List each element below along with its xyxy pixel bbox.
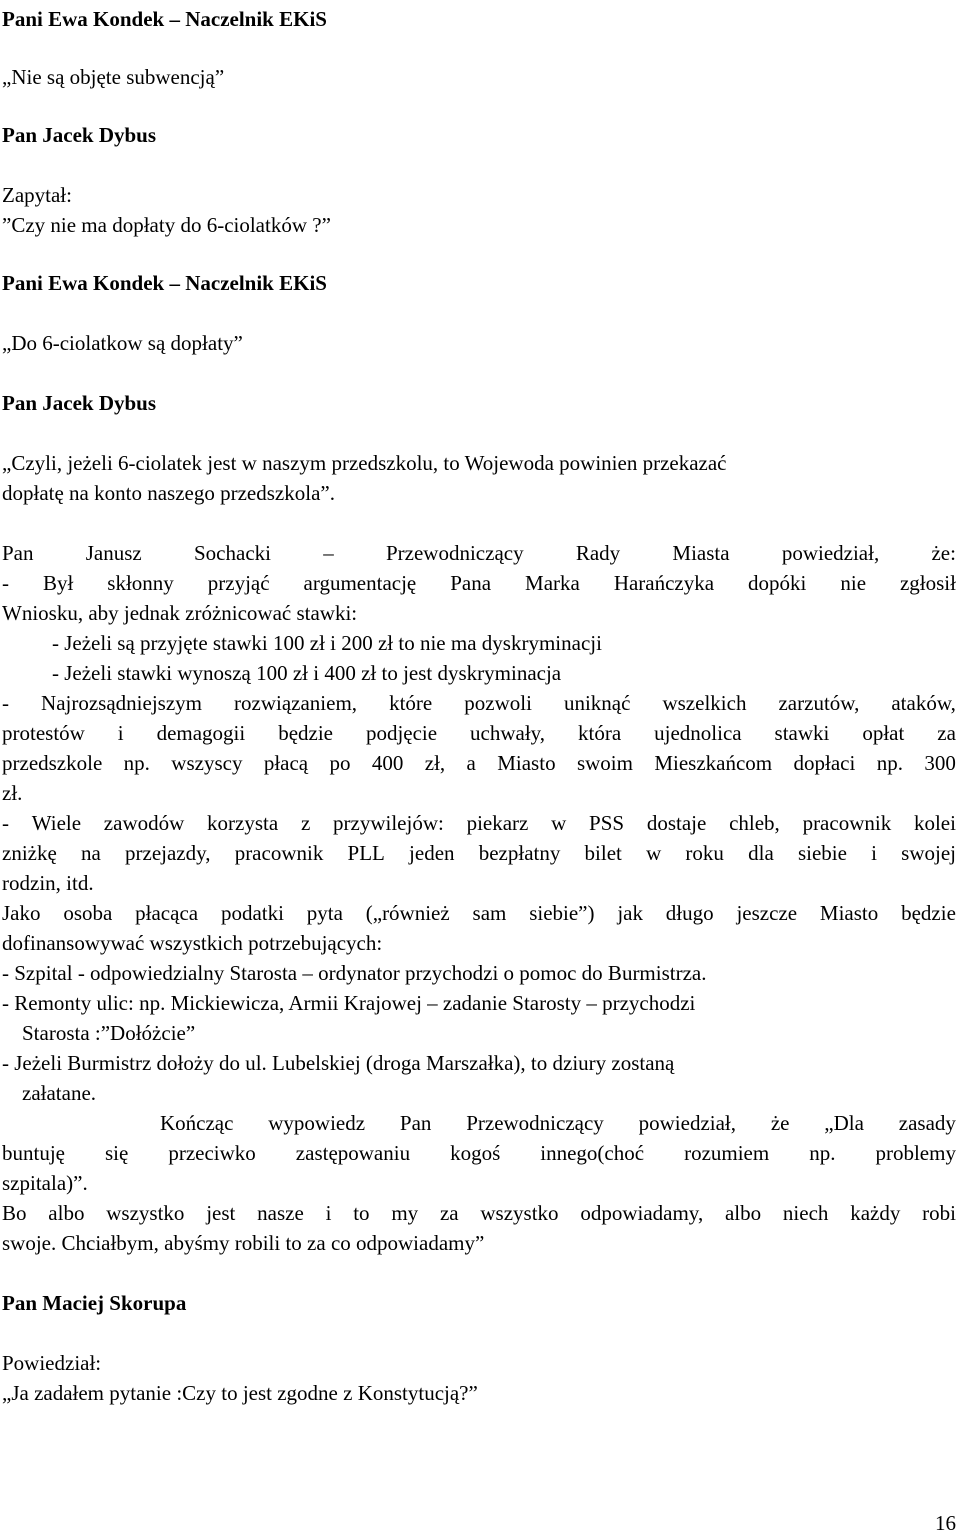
word: które xyxy=(389,691,433,715)
page-number: 16 xyxy=(935,1511,956,1535)
word: i xyxy=(117,721,124,745)
word: kolei xyxy=(913,811,956,835)
word: Pan xyxy=(399,1111,432,1135)
word: niech xyxy=(782,1201,829,1225)
word: Miasta xyxy=(672,541,730,565)
word: jeden xyxy=(409,841,455,865)
word: Najrozsądniejszym xyxy=(41,691,202,715)
paragraph-line xyxy=(2,568,956,598)
word: zgłosił xyxy=(899,571,956,595)
word: Rady xyxy=(575,541,621,565)
word: zarzutów, xyxy=(778,691,860,715)
list-item: - Jeżeli stawki wynoszą 100 zł i 400 zł to jest dyskryminacja xyxy=(52,661,562,685)
word: „Dla xyxy=(824,1111,864,1135)
word: Miasto xyxy=(819,901,879,925)
word: ujednolica xyxy=(654,721,742,745)
word: piekarz xyxy=(466,811,529,835)
word: będzie xyxy=(901,901,956,925)
quote: „Nie są objęte subwencją” xyxy=(2,65,225,89)
list-item: - Jeżeli Burmistrz dołoży do ul. Lubelskiej (droga Marszałka), to dziury zostaną xyxy=(2,1051,675,1075)
word: powiedział, xyxy=(781,541,880,565)
word: zł, xyxy=(424,751,446,775)
word: wszystko xyxy=(106,1201,185,1225)
word: roku xyxy=(685,841,724,865)
word: 400 xyxy=(371,751,404,775)
word: PLL xyxy=(347,841,385,865)
paragraph-line xyxy=(160,1108,956,1138)
word: Pan xyxy=(2,541,34,565)
word: dla xyxy=(748,841,774,865)
word: np. xyxy=(876,751,903,775)
word: pozwoli xyxy=(464,691,532,715)
word: powiedział, xyxy=(638,1111,737,1135)
word: - xyxy=(2,691,9,715)
word: demagogii xyxy=(156,721,246,745)
word: bilet xyxy=(584,841,622,865)
list-item-continuation: załatane. xyxy=(22,1081,97,1105)
paragraph-line: szpitala)”. xyxy=(2,1171,88,1195)
word: problemy xyxy=(875,1141,956,1165)
quote: „Ja zadałem pytanie :Czy to jest zgodne z Konstytucją?” xyxy=(2,1381,478,1405)
word: uchwały, xyxy=(470,721,546,745)
word: Przewodniczący xyxy=(466,1111,604,1135)
word: zniżkę xyxy=(2,841,57,865)
word: Pana xyxy=(450,571,492,595)
paragraph-line: Zapytał: xyxy=(2,183,72,207)
word: każdy xyxy=(850,1201,901,1225)
paragraph-line xyxy=(2,688,956,718)
word: - xyxy=(2,571,9,595)
word: nie xyxy=(840,571,867,595)
word: („również xyxy=(365,901,450,925)
paragraph-line: rodzin, itd. xyxy=(2,871,94,895)
word: wszelkich xyxy=(662,691,747,715)
speaker-heading: Pan Jacek Dybus xyxy=(2,123,157,147)
word: jest xyxy=(206,1201,236,1225)
word: rozumiem xyxy=(684,1141,770,1165)
paragraph-line: zł. xyxy=(2,781,23,805)
paragraph-line: Wniosku, aby jednak zróżnicować stawki: xyxy=(2,601,358,625)
word: osoba xyxy=(63,901,113,925)
list-item: - Jeżeli są przyjęte stawki 100 zł i 200 zł to nie ma dyskryminacji xyxy=(52,631,602,655)
word: po xyxy=(329,751,351,775)
word: - xyxy=(2,811,9,835)
word: my xyxy=(391,1201,419,1225)
word: stawki xyxy=(774,721,830,745)
word: płacą xyxy=(263,751,309,775)
speaker-heading: Pani Ewa Kondek – Naczelnik EKiS xyxy=(2,7,327,31)
paragraph-line xyxy=(2,1198,956,1228)
paragraph-line xyxy=(2,1138,956,1168)
word: Harańczyka xyxy=(613,571,715,595)
word: Był xyxy=(42,571,74,595)
word: wszystko xyxy=(480,1201,559,1225)
word: protestów xyxy=(2,721,85,745)
word: Sochacki xyxy=(194,541,271,565)
word: opłat xyxy=(862,721,905,745)
word: w xyxy=(646,841,662,865)
word: i xyxy=(325,1201,332,1225)
word: płacąca xyxy=(135,901,199,925)
speaker-heading: Pan Maciej Skorupa xyxy=(2,1291,187,1315)
quote: „Do 6-ciolatkow są dopłaty” xyxy=(2,331,243,355)
word: albo xyxy=(48,1201,85,1225)
word: bezpłatny xyxy=(478,841,561,865)
paragraph-line xyxy=(2,808,956,838)
word: uniknąć xyxy=(563,691,631,715)
word: jak xyxy=(617,901,643,925)
paragraph-line xyxy=(2,898,956,928)
word: zasady xyxy=(898,1111,956,1135)
list-item: - Remonty ulic: np. Mickiewicza, Armii Krajowej – zadanie Starosty – przychodzi xyxy=(2,991,696,1015)
word: się xyxy=(105,1141,129,1165)
word: swoim xyxy=(576,751,633,775)
list-item-continuation: Starosta :”Dołóżcie” xyxy=(22,1021,196,1045)
paragraph-line xyxy=(2,838,956,868)
word: siebie”) xyxy=(529,901,595,925)
quote-line: „Czyli, jeżeli 6-ciolatek jest w naszym przedszkolu, to Wojewoda powinien przekazać xyxy=(2,451,727,475)
word: Miasto xyxy=(497,751,556,775)
paragraph-line: Powiedział: xyxy=(2,1351,102,1375)
word: wypowiedz xyxy=(268,1111,366,1135)
paragraph-line xyxy=(2,538,956,568)
word: – xyxy=(323,541,334,565)
word: sam xyxy=(472,901,507,925)
word: dopóki xyxy=(748,571,807,595)
word: Mieszkańcom xyxy=(654,751,773,775)
word: z xyxy=(300,811,311,835)
word: Janusz xyxy=(85,541,142,565)
paragraph-line: dofinansowywać wszystkich potrzebujących: xyxy=(2,931,383,955)
word: Marka xyxy=(525,571,580,595)
word: albo xyxy=(724,1201,762,1225)
word: swojej xyxy=(901,841,956,865)
word: rozwiązaniem, xyxy=(234,691,358,715)
word: Bo xyxy=(2,1201,27,1225)
list-item: - Szpital - odpowiedzialny Starosta – ordynator przychodzi o pomoc do Burmistrza. xyxy=(2,961,707,985)
word: PSS xyxy=(589,811,625,835)
word: pracownik xyxy=(802,811,892,835)
word: na xyxy=(80,841,101,865)
word: przyjąć xyxy=(207,571,270,595)
word: przeciwko xyxy=(168,1141,256,1165)
word: dopłaci xyxy=(793,751,856,775)
word: będzie xyxy=(278,721,333,745)
word: pracownik xyxy=(234,841,324,865)
word: długo xyxy=(665,901,714,925)
word: że: xyxy=(931,541,956,565)
word: podjęcie xyxy=(365,721,438,745)
paragraph-line xyxy=(2,748,956,778)
word: innego(choć xyxy=(540,1141,645,1165)
paragraph-line xyxy=(2,718,956,748)
word: nasze xyxy=(257,1201,304,1225)
word: 300 xyxy=(924,751,956,775)
word: Jako xyxy=(2,901,41,925)
word: ataków, xyxy=(891,691,956,715)
word: Przewodniczący xyxy=(385,541,524,565)
speaker-heading: Pani Ewa Kondek – Naczelnik EKiS xyxy=(2,271,327,295)
word: za xyxy=(937,721,956,745)
word: za xyxy=(439,1201,459,1225)
quote: ”Czy nie ma dopłaty do 6-ciolatków ?” xyxy=(2,213,331,237)
word: skłonny xyxy=(107,571,174,595)
word: odpowiadamy, xyxy=(580,1201,704,1225)
word: korzysta xyxy=(207,811,279,835)
speaker-heading: Pan Jacek Dybus xyxy=(2,391,157,415)
word: np. xyxy=(123,751,150,775)
word: robi xyxy=(922,1201,956,1225)
word: Kończąc xyxy=(160,1111,234,1135)
word: która xyxy=(578,721,622,745)
word: Wiele xyxy=(31,811,82,835)
word: to xyxy=(353,1201,370,1225)
word: siebie xyxy=(797,841,847,865)
word: kogoś xyxy=(450,1141,501,1165)
word: zawodów xyxy=(103,811,185,835)
quote-line: dopłatę na konto naszego przedszkola”. xyxy=(2,481,335,505)
word: buntuję xyxy=(2,1141,65,1165)
word: dostaje xyxy=(646,811,707,835)
word: zastępowaniu xyxy=(295,1141,411,1165)
paragraph-line: swoje. Chciałbym, abyśmy robili to za co odpowiadamy” xyxy=(2,1231,485,1255)
word: że xyxy=(770,1111,790,1135)
word: a xyxy=(466,751,476,775)
word: przejazdy, xyxy=(125,841,211,865)
word: przedszkole xyxy=(2,751,103,775)
word: podatki xyxy=(220,901,284,925)
word: wszyscy xyxy=(171,751,243,775)
word: argumentację xyxy=(303,571,417,595)
word: np. xyxy=(809,1141,836,1165)
word: chleb, xyxy=(729,811,780,835)
word: jeszcze xyxy=(736,901,798,925)
word: i xyxy=(871,841,877,865)
word: przywilejów: xyxy=(333,811,444,835)
word: pyta xyxy=(306,901,343,925)
word: w xyxy=(551,811,567,835)
